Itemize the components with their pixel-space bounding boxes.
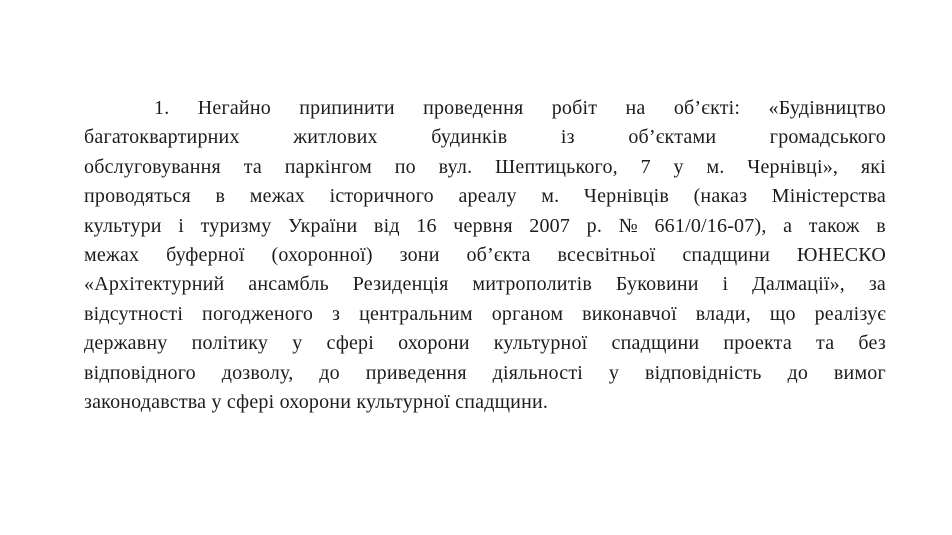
paragraph-word: паркінгом (284, 155, 373, 178)
paragraph-word: 661/0/16-07), (654, 214, 767, 237)
paragraph-word: проводяться (84, 185, 191, 208)
paragraph-word: спадщини (611, 332, 700, 355)
paragraph-word: що (769, 302, 796, 325)
paragraph-word: із (560, 126, 575, 149)
paragraph-line (84, 153, 886, 182)
paragraph-word: у (673, 155, 684, 178)
paragraph-word: р. (586, 214, 603, 237)
paragraph-line (84, 212, 886, 241)
paragraph-word: охорони (398, 332, 470, 355)
paragraph-word: також (808, 214, 860, 237)
paragraph-word: історичного (329, 185, 434, 208)
paragraph-word: з (332, 302, 341, 325)
paragraph-word: житлових (293, 126, 378, 149)
paragraph-word: зони (399, 243, 440, 266)
paragraph-word: у (292, 332, 303, 355)
paragraph-word: спадщини (682, 243, 771, 266)
paragraph-word: органом (491, 302, 564, 325)
paragraph-word: на (625, 97, 646, 119)
paragraph-word: виконавчої (582, 302, 677, 325)
paragraph-word: м. (541, 185, 560, 208)
paragraph-word: будинків (431, 126, 508, 149)
paragraph-word: ансамбль (248, 273, 329, 296)
paragraph-word: всесвітньої (557, 243, 656, 266)
paragraph-word: дозволу, (221, 361, 294, 384)
paragraph-word: (наказ (693, 185, 748, 208)
paragraph-word: відповідного (84, 361, 196, 384)
paragraph-word: ЮНЕСКО (796, 243, 886, 266)
paragraph-line (84, 270, 886, 299)
paragraph-word: об’єктами (628, 126, 717, 149)
paragraph-word: 2007 (529, 214, 571, 237)
paragraph-word: України (288, 214, 358, 237)
paragraph-line (84, 94, 886, 123)
paragraph-word: в (215, 185, 226, 208)
paragraph-word: політику (191, 332, 269, 355)
paragraph-word: від (373, 214, 400, 237)
paragraph-word: вул. (438, 155, 473, 178)
paragraph-word: робіт (551, 97, 598, 119)
paragraph-word: відповідність (644, 361, 762, 384)
paragraph-word: Негайно (197, 97, 271, 119)
paragraph-word: Міністерства (771, 185, 886, 208)
paragraph-word: «Будівництво (768, 97, 886, 119)
paragraph-word: 7 (640, 155, 651, 178)
paragraph-line (84, 359, 886, 388)
paragraph-line (84, 182, 886, 211)
paragraph-word: обслуговування (84, 155, 221, 178)
paragraph-word: припинити (299, 97, 395, 119)
paragraph-word: Резиденція (352, 273, 449, 296)
paragraph-word: митрополитів (472, 273, 592, 296)
paragraph-word: та (816, 332, 835, 355)
paragraph-item-1 (84, 94, 886, 417)
paragraph-line (84, 329, 886, 358)
paragraph-word: діяльності (492, 361, 584, 384)
paragraph-word: реалізує (814, 302, 886, 325)
paragraph-line: законодавства у сфері охорони культурної спадщини. (84, 390, 549, 413)
paragraph-word: у (608, 361, 620, 384)
paragraph-word: центральним (359, 302, 473, 325)
paragraph-word: червня (453, 214, 513, 237)
paragraph-line (84, 123, 886, 152)
paragraph-word: вимог (833, 361, 886, 384)
paragraph-word: відсутності (84, 302, 184, 325)
paragraph-word: культури (84, 214, 162, 237)
paragraph-word: в (876, 214, 886, 237)
paragraph-line (84, 300, 886, 329)
paragraph-word: та (243, 155, 262, 178)
paragraph-word: за (868, 273, 886, 296)
paragraph-word: Далмації», (752, 273, 845, 296)
paragraph-word: буферної (166, 243, 245, 266)
paragraph-word: м. (706, 155, 725, 178)
paragraph-word: «Архітектурний (84, 273, 225, 296)
paragraph-word: і (722, 273, 729, 296)
paragraph-word: 1. (154, 97, 170, 119)
paragraph-word: до (319, 361, 340, 384)
paragraph-word: ареалу (458, 185, 517, 208)
paragraph-word: які (860, 155, 886, 178)
paragraph-word: до (787, 361, 809, 384)
paragraph-word: державну (84, 332, 168, 355)
paragraph-word: а (783, 214, 793, 237)
paragraph-word: Чернівців (583, 185, 669, 208)
paragraph-line (84, 241, 886, 270)
paragraph-word: громадського (769, 126, 886, 149)
paragraph-word: і (178, 214, 185, 237)
paragraph-word: приведення (365, 361, 467, 384)
paragraph-word: об’єкті: (673, 97, 741, 119)
paragraph-word: Чернівці», (747, 155, 839, 178)
paragraph-word: без (858, 332, 886, 355)
paragraph-word: 16 (416, 214, 437, 237)
paragraph-word: № (618, 214, 638, 237)
paragraph-word: туризму (200, 214, 272, 237)
paragraph-word: (охоронної) (271, 243, 373, 266)
paragraph-word: культурної (493, 332, 588, 355)
paragraph-word: сфері (326, 332, 375, 355)
paragraph-word: межах (84, 243, 140, 266)
paragraph-word: об’єкта (466, 243, 531, 266)
paragraph-word: Шептицького, (495, 155, 618, 178)
paragraph-word: межах (249, 185, 305, 208)
paragraph-word: по (394, 155, 416, 178)
paragraph-word: проекта (723, 332, 792, 355)
paragraph-word: влади, (695, 302, 751, 325)
paragraph-word: Буковини (615, 273, 699, 296)
paragraph-word: проведення (423, 97, 524, 119)
paragraph-word: багатоквартирних (84, 126, 240, 149)
paragraph-word: погодженого (202, 302, 314, 325)
